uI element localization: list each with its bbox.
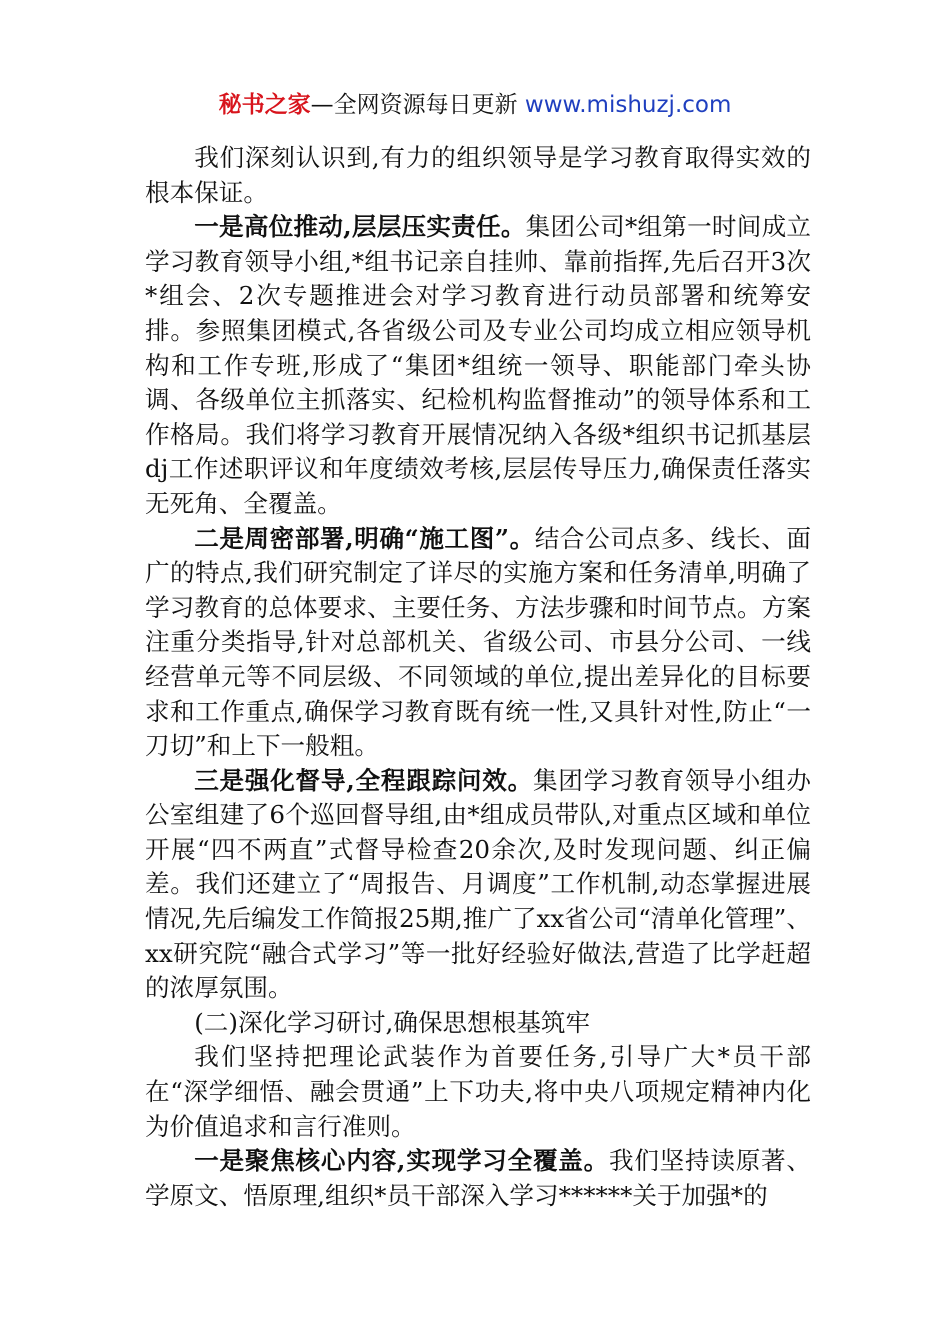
paragraph-intro: 我们深刻认识到,有力的组织领导是学习教育取得实效的根本保证。 (145, 143, 811, 207)
brand-name: 秘书之家 (218, 92, 311, 118)
paragraph-lead: 一是聚焦核心内容,实现学习全覆盖。 (194, 1146, 609, 1176)
paragraph-text: 我们坚持读原著、学原文、悟原理,组织*员干部深入学习******关于加强*的 (145, 1146, 811, 1210)
document-body (145, 141, 811, 1213)
paragraph-lead: 二是周密部署,明确“施工图”。 (194, 523, 535, 553)
paragraph-text: 结合公司点多、线长、面广的特点,我们研究制定了详尽的实施方案和任务清单,明确了学习教育的总体要求、主要任务、方法步骤和时间节点。方案注重分类指导,针对总部机关、省级公司、市县分公司、一线经营单元等不同层级、不同领域的单位,提出差异化的目标要求和工作重点,确保学习教育既有统一性,又具针对性,防止“一刀切”和上下一般粗。 (145, 523, 811, 761)
paragraph-item-2 (145, 522, 811, 764)
paragraph-item-3 (145, 764, 811, 1006)
paragraph-text: 集团公司*组第一时间成立学习教育领导小组,*组书记亲自挂帅、靠前指挥,先后召开3次*组会、2次专题推进会对学习教育进行动员部署和统筹安排。参照集团模式,各省级公司及专业公司均成立相应领导机构和工作专班,形成了“集团*组统一领导、职能部门牵头协调、各级单位主抓落实、纪检机构监督推动”的领导体系和工作格局。我们将学习教育开展情况纳入各级*组织书记抓基层dj工作述职评议和年度绩效考核,层层传导压力,确保责任落实无死角、全覆盖。 (145, 212, 811, 518)
paragraph-text: 集团学习教育领导小组办公室组建了6个巡回督导组,由*组成员带队,对重点区域和单位开展“四不两直”式督导检查20余次,及时发现问题、纠正偏差。我们还建立了“周报告、月调度”工作机制,动态掌握进展情况,先后编发工作简报25期,推广了xx省公司“清单化管理”、xx研究院“融合式学习”等一批好经验好做法,营造了比学赶超的浓厚氛围。 (145, 765, 811, 1003)
paragraph-section-intro: 我们坚持把理论武装作为首要任务,引导广大*员干部在“深学细悟、融会贯通”上下功夫,将中央八项规定精神内化为价值追求和言行准则。 (145, 1042, 811, 1141)
header-tagline: —全网资源每日更新 (310, 92, 525, 118)
paragraph-item-4 (145, 1144, 811, 1213)
paragraph-lead: 三是强化督导,全程跟踪问效。 (194, 765, 533, 795)
paragraph-lead: 一是高位推动,层层压实责任。 (194, 212, 526, 242)
section-heading: (二)深化学习研讨,确保思想根基筑牢 (194, 1007, 591, 1037)
site-url[interactable]: www.mishuzj.com (524, 92, 732, 118)
paragraph-item-1 (145, 210, 811, 521)
page-header (0, 88, 950, 122)
